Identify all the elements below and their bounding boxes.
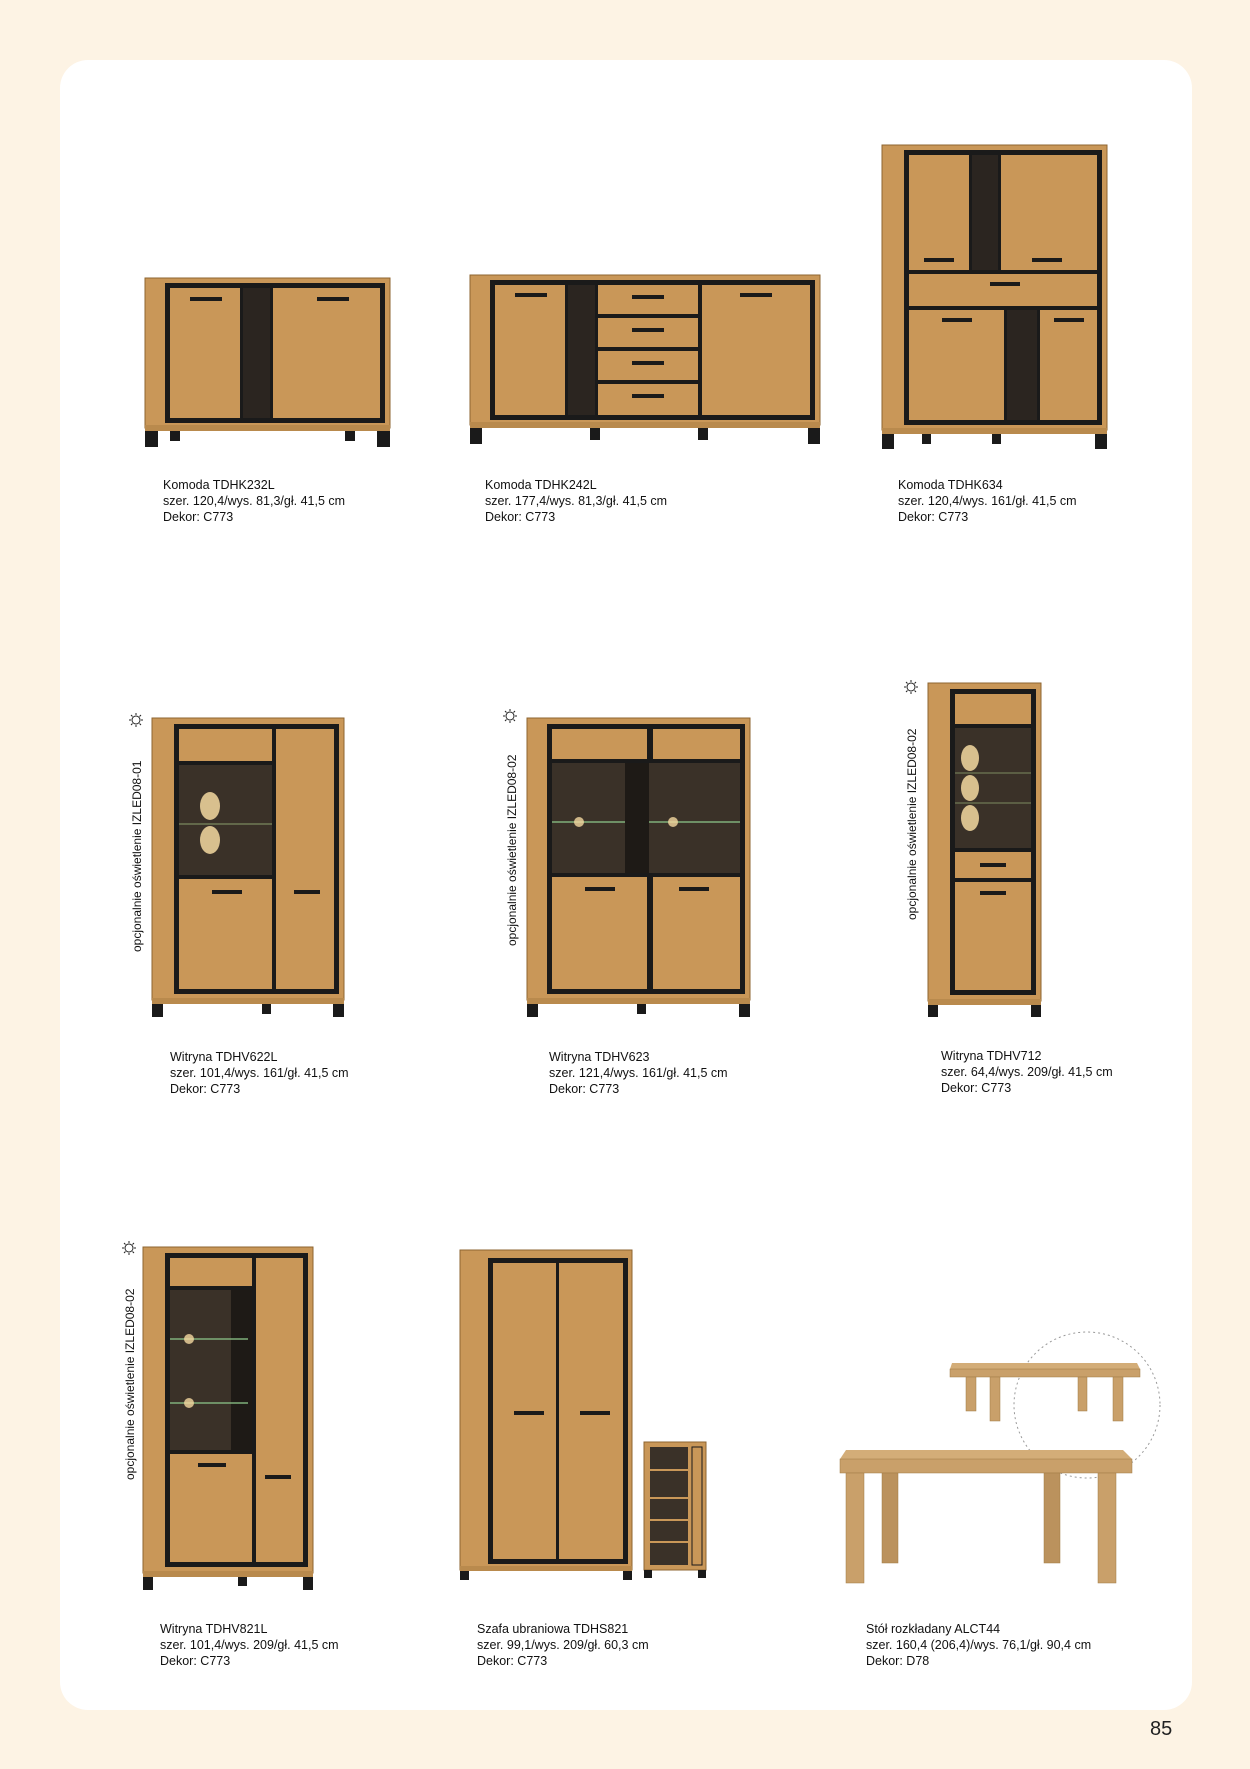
lightbulb-icon [502, 708, 518, 724]
lightbulb-icon [903, 679, 919, 695]
product-dimensions: szer. 160,4 (206,4)/wys. 76,1/gł. 90,4 cm [866, 1638, 1092, 1652]
product-dimensions: szer. 99,1/wys. 209/gł. 60,3 cm [477, 1638, 649, 1652]
lighting-option-label: opcjonalnie oświetlenie IZLED08-01 [130, 760, 144, 952]
lighting-option-label: opcjonalnie oświetlenie IZLED08-02 [505, 754, 519, 946]
witryna-tdhv623-image [527, 718, 750, 1018]
product-dimensions: szer. 101,4/wys. 209/gł. 41,5 cm [160, 1638, 339, 1652]
product-decor: Dekor: D78 [866, 1654, 930, 1668]
witryna-tdhv712-image [928, 683, 1041, 1018]
product-decor: Dekor: C773 [163, 510, 234, 524]
lighting-option-label: opcjonalnie oświetlenie IZLED08-02 [123, 1288, 137, 1480]
product-caption [866, 1621, 1091, 1669]
product-dimensions: szer. 121,4/wys. 161/gł. 41,5 cm [549, 1066, 728, 1080]
stol-alct44-image [840, 1335, 1170, 1595]
product-caption [485, 477, 667, 525]
product-decor: Dekor: C773 [160, 1654, 231, 1668]
lightbulb-icon [121, 1240, 137, 1256]
lighting-option-label: opcjonalnie oświetlenie IZLED08-02 [905, 728, 919, 920]
lightbulb-icon [128, 712, 144, 728]
product-decor: Dekor: C773 [941, 1081, 1012, 1095]
product-caption [170, 1049, 349, 1097]
product-name: Stół rozkładany ALCT44 [866, 1622, 1001, 1636]
product-decor: Dekor: C773 [170, 1082, 241, 1096]
komoda-tdhk232l-image [145, 275, 390, 450]
product-caption [898, 477, 1077, 525]
product-name: Witryna TDHV622L [170, 1050, 278, 1064]
komoda-tdhk242l-image [470, 272, 820, 452]
product-name: Witryna TDHV623 [549, 1050, 650, 1064]
product-dimensions: szer. 101,4/wys. 161/gł. 41,5 cm [170, 1066, 349, 1080]
product-name: Komoda TDHK242L [485, 478, 597, 492]
szafa-tdhs821-image [460, 1250, 710, 1580]
product-decor: Dekor: C773 [898, 510, 969, 524]
product-decor: Dekor: C773 [477, 1654, 548, 1668]
product-caption [160, 1621, 339, 1669]
product-dimensions: szer. 120,4/wys. 81,3/gł. 41,5 cm [163, 494, 346, 508]
product-name: Witryna TDHV821L [160, 1622, 268, 1636]
product-dimensions: szer. 177,4/wys. 81,3/gł. 41,5 cm [485, 494, 668, 508]
komoda-tdhk634-image [882, 145, 1107, 450]
page-number: 85 [1150, 1718, 1173, 1740]
product-decor: Dekor: C773 [485, 510, 556, 524]
product-dimensions: szer. 64,4/wys. 209/gł. 41,5 cm [941, 1065, 1113, 1079]
product-name: Komoda TDHK634 [898, 478, 1003, 492]
product-name: Komoda TDHK232L [163, 478, 275, 492]
witryna-tdhv622l-image [152, 718, 344, 1018]
product-caption [941, 1048, 1113, 1096]
product-decor: Dekor: C773 [549, 1082, 620, 1096]
product-name: Witryna TDHV712 [941, 1049, 1042, 1063]
product-caption [163, 477, 345, 525]
product-caption [477, 1621, 649, 1669]
product-name: Szafa ubraniowa TDHS821 [477, 1622, 629, 1636]
product-dimensions: szer. 120,4/wys. 161/gł. 41,5 cm [898, 494, 1077, 508]
witryna-tdhv821l-image [143, 1247, 313, 1592]
product-caption [549, 1049, 728, 1097]
